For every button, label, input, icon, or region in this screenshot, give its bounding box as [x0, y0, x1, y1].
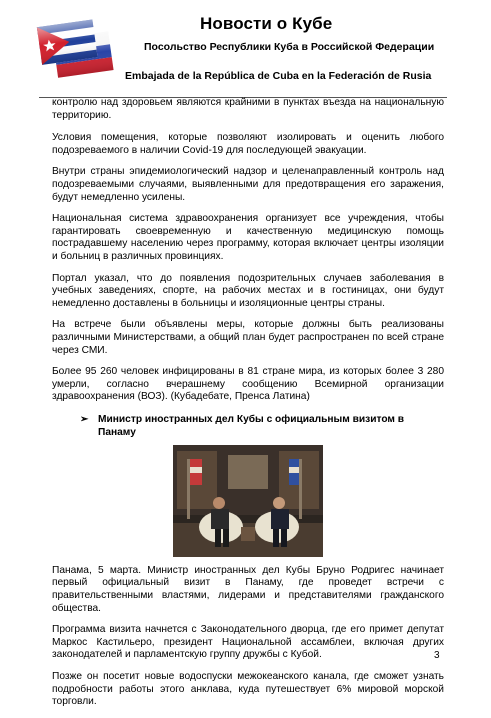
embassy-name-es: Embajada de la República de Cuba en la Federación de Rusia	[125, 70, 432, 82]
paragraph: Позже он посетит новые водоспуски межокеанского канала, где сможет узнать подробности работы этого анклава, куда путешествует 6% мировой морской торговли.	[52, 671, 444, 708]
page-number: 3	[434, 650, 440, 661]
paragraph: На встрече были объявлены меры, которые должны быть реализованы различными Министерствами, а общий план будет распространен по всей стране через СМИ.	[52, 319, 444, 356]
cuba-russia-flags-icon	[32, 14, 120, 80]
section-heading	[80, 413, 444, 439]
paragraph: Более 95 260 человек инфицированы в 81 стране мира, из которых более 3 280 умерли, согласно вчерашнему сообщению Всемирной организации здравоохранения (ВОЗ). (Кубадебате, Пренса Латина)	[52, 366, 444, 403]
embassy-name-ru: Посольство Республики Куба в Российской Федерации	[144, 41, 435, 53]
page-title: Новости о Кубе	[200, 14, 333, 33]
article-body	[52, 97, 444, 718]
paragraph: Национальная система здравоохранения организует все учреждения, чтобы гарантировать своевременную и качественную медицинскую помощь пострадавшему населению через программу, которая включает центры изоляции и больниц в различных провинциях.	[52, 213, 444, 262]
meeting-photo	[173, 445, 323, 557]
paragraph: Программа визита начнется с Законодательного дворца, где его примет депутат Маркос Кастильеро, президент Национальной ассамблеи, включая других законодателей и парламентскую группу дружбы с Кубой.	[52, 624, 444, 661]
arrow-bullet-icon: ➢	[80, 413, 89, 425]
paragraph: Панама, 5 марта. Министр иностранных дел Кубы Бруно Родригес начинает первый официальный визит в Панаму, где проведет встречи с правительственными властями, лидерами и представителями гражданского общества.	[52, 564, 444, 614]
paragraph: Портал указал, что до появления подозрительных случаев заболевания в учебных заведениях, спорте, на рабочих местах и в гостиницах, они будут немедленно доставлены в больницы и изоляционные центры страны.	[52, 272, 444, 309]
paragraph: Условия помещения, которые позволяют изолировать и оценить любого подозреваемого в наличии Covid-19 для последующей эвакуации.	[52, 132, 444, 156]
paragraph: Внутри страны эпидемиологический надзор и целенаправленный контроль над подозреваемыми случаями, выявленными для предотвращения его заражения, будут немедленно усилены.	[52, 166, 444, 203]
paragraph: контролю над здоровьем являются крайними в пунктах въезда на национальную территорию.	[52, 97, 444, 121]
section-heading-text: Министр иностранных дел Кубы с официальным визитом в Панаму	[98, 413, 405, 438]
